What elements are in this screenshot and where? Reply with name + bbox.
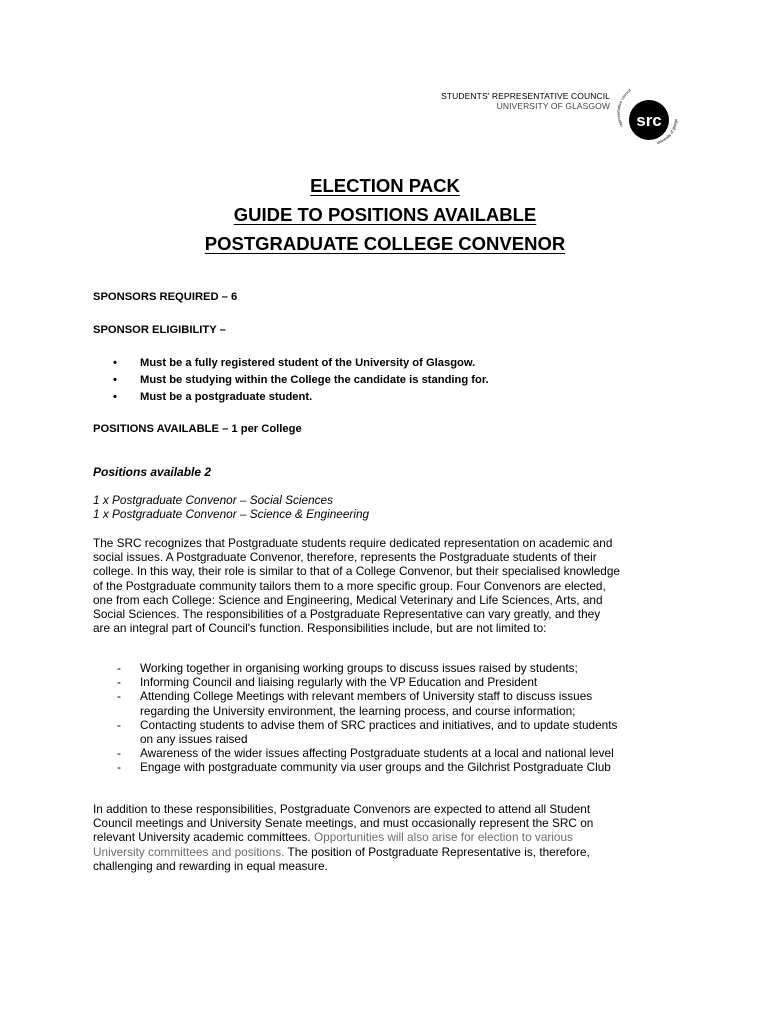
bullet-icon: •	[113, 374, 117, 386]
title-line-2: GUIDE TO POSITIONS AVAILABLE	[233, 204, 537, 225]
responsibility-item: - Engage with postgraduate community via user groups and the Gilchrist Postgraduate Club	[117, 760, 611, 775]
positions-available-heading: POSITIONS AVAILABLE – 1 per College	[93, 423, 302, 435]
responsibility-item: - Contacting students to advise them of SRC practices and initiatives, and to update students on any issues raised	[117, 717, 618, 747]
sponsors-required-heading: SPONSORS REQUIRED – 6	[93, 291, 238, 303]
eligibility-list	[113, 355, 489, 406]
logo-council-name: STUDENTS' REPRESENTATIVE COUNCIL	[441, 91, 610, 101]
eligibility-item: • Must be a postgraduate student.	[113, 389, 489, 406]
eligibility-item: • Must be a fully registered student of the University of Glasgow.	[113, 355, 489, 372]
logo-university-name: UNIVERSITY OF GLASGOW	[496, 101, 610, 111]
responsibility-item: - Working together in organising working groups to discuss issues raised by students;	[117, 661, 578, 675]
positions-count-title: Positions available 2	[93, 465, 212, 479]
src-ring-bottom-text: university of glasgo	[655, 118, 679, 145]
position-line: 1 x Postgraduate Convenor – Social Sciences	[93, 493, 334, 507]
eligibility-item: • Must be studying within the College the candidate is standing for.	[113, 372, 489, 389]
responsibilities-list	[117, 661, 677, 775]
src-badge-text: src	[636, 111, 662, 130]
responsibility-item: - Attending College Meetings with relevant members of University staff to discuss issues regarding the University environment, the learning process, and course information;	[117, 689, 593, 718]
bullet-icon: •	[113, 391, 117, 403]
src-logo-icon	[613, 86, 685, 146]
sponsor-eligibility-heading: SPONSOR ELIGIBILITY –	[93, 324, 226, 336]
responsibility-item: - Informing Council and liaising regularly with the VP Education and President	[117, 675, 538, 690]
title-line-1: ELECTION PACK	[310, 175, 460, 196]
positions-list	[93, 493, 369, 521]
document-title	[0, 171, 770, 258]
position-line: 1 x Postgraduate Convenor – Science & Engineering	[93, 507, 370, 522]
closing-paragraph: In addition to these responsibilities, Postgraduate Convenors are expected to attend all Student Council meetings and University Senate meetings, and must occasionally represent the SRC on relevant University academic committees. Opportunities will also arise for election to various University committees and positions. The position of Postgraduate Representative is, therefore, challenging and rewarding in equal measure.	[93, 802, 594, 873]
intro-paragraph: The SRC recognizes that Postgraduate students require dedicated representation on academic and social issues. A Postgraduate Convenor, therefore, represents the Postgraduate students of their college. In this way, their role is similar to that of a College Convenor, but their specialised knowledge of the Postgraduate community tailors them to a more specific group. Four Convenors are elected, one from each College: Science and Engineering, Medical Veterinary and Life Sciences, Arts, and Social Sciences. The responsibilities of a Postgraduate Representative can vary greatly, and they are an integral part of Council's function. Responsibilities include, but are not limited to:	[93, 536, 620, 636]
title-line-3: POSTGRADUATE COLLEGE CONVENOR	[204, 233, 566, 254]
bullet-icon: •	[113, 357, 117, 369]
src-logo-text	[441, 91, 610, 111]
src-ring-top-text: representative council	[615, 87, 632, 128]
responsibility-item: - Awareness of the wider issues affecting Postgraduate students at a local and national level	[117, 746, 614, 761]
